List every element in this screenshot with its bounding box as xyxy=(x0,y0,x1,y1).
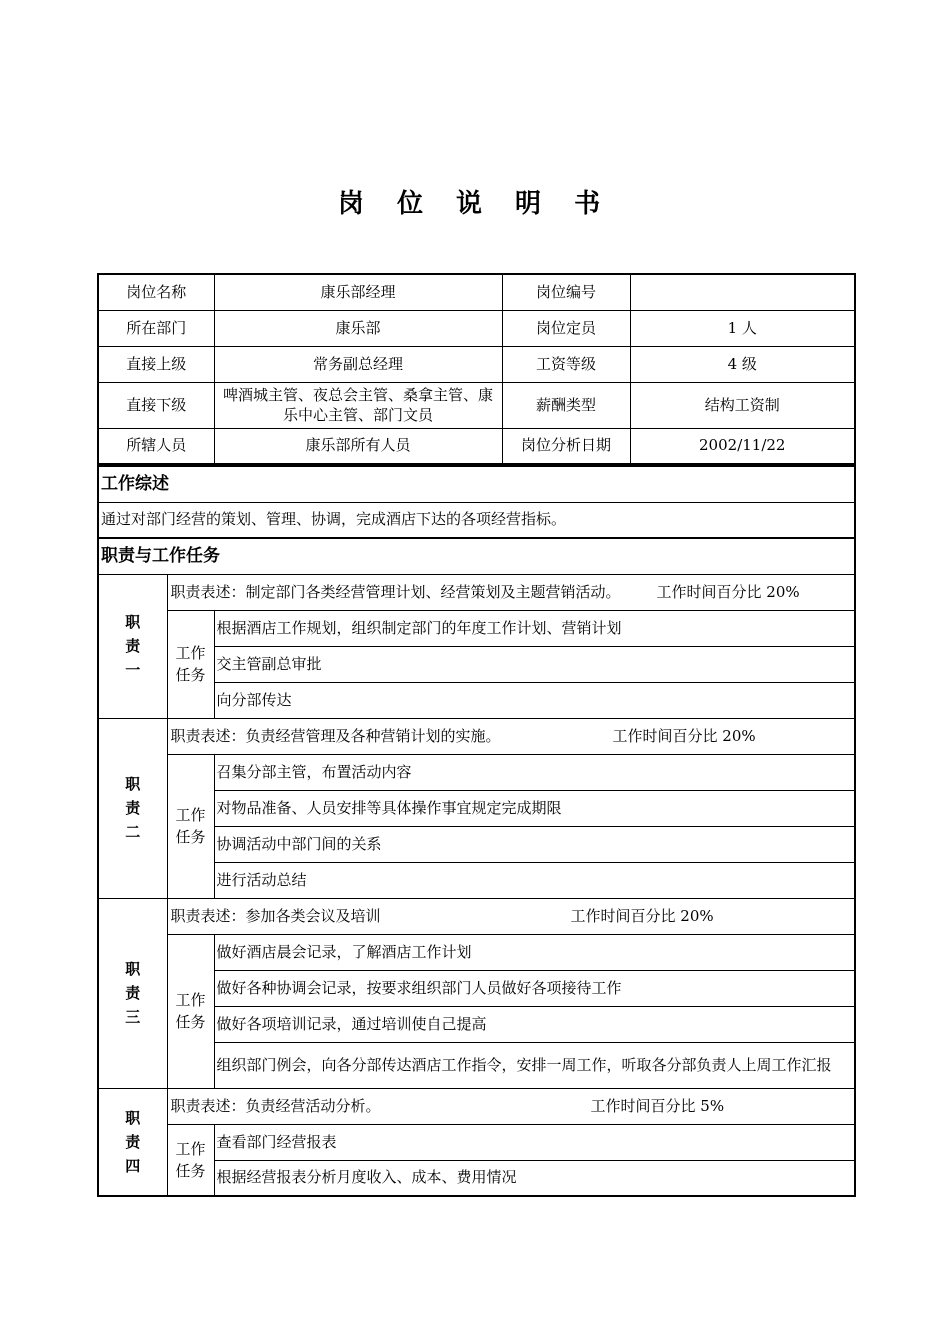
task-item: 根据经营报表分析月度收入、成本、费用情况 xyxy=(214,1160,855,1196)
duty-label-char: 责 xyxy=(125,799,141,817)
duties-table xyxy=(97,465,856,1197)
task-item: 对物品准备、人员安排等具体操作事宜规定完成期限 xyxy=(214,790,855,826)
task-item: 做好酒店晨会记录，了解酒店工作计划 xyxy=(214,934,855,970)
duty-time-percentage: 工作时间百分比 5% xyxy=(590,1096,725,1115)
task-label-line: 工作 xyxy=(175,644,206,662)
duty-label-char: 职 xyxy=(125,613,141,631)
duty-label xyxy=(98,1088,167,1196)
position-info-table xyxy=(97,273,856,465)
info-label: 岗位定员 xyxy=(502,310,630,346)
duty-description-text: 职责表述：负责经营管理及各种营销计划的实施。 xyxy=(170,726,501,745)
info-label: 岗位名称 xyxy=(98,274,214,310)
info-label: 直接下级 xyxy=(98,382,214,428)
info-value xyxy=(630,274,855,310)
duty-label-char: 职 xyxy=(125,960,141,978)
duty-description xyxy=(167,574,855,610)
info-label: 所在部门 xyxy=(98,310,214,346)
info-value: 康乐部 xyxy=(214,310,502,346)
info-label: 岗位分析日期 xyxy=(502,428,630,464)
duty-label-char: 三 xyxy=(125,1008,141,1026)
info-value: 常务副总经理 xyxy=(214,346,502,382)
task-row xyxy=(98,1124,855,1160)
task-item: 向分部传达 xyxy=(214,682,855,718)
task-item: 做好各项培训记录，通过培训使自己提高 xyxy=(214,1006,855,1042)
task-item: 交主管副总审批 xyxy=(214,646,855,682)
duty-label xyxy=(98,574,167,718)
info-row xyxy=(98,310,855,346)
info-value: 啤酒城主管、夜总会主管、桑拿主管、康乐中心主管、部门文员 xyxy=(214,382,502,428)
duty-time-percentage: 工作时间百分比 20% xyxy=(570,906,714,925)
task-label xyxy=(167,610,214,718)
info-label: 岗位编号 xyxy=(502,274,630,310)
duty-label-char: 四 xyxy=(125,1156,141,1175)
duty-description xyxy=(167,898,855,934)
duty-description-text: 职责表述：制定部门各类经营管理计划、经营策划及主题营销活动。 xyxy=(170,582,621,601)
task-item: 协调活动中部门间的关系 xyxy=(214,826,855,862)
duty-label-char: 责 xyxy=(125,984,141,1002)
duty-label xyxy=(98,718,167,898)
info-value: 2002/11/22 xyxy=(630,428,855,464)
task-label xyxy=(167,934,214,1088)
duty-label-char: 一 xyxy=(125,661,141,679)
task-item: 组织部门例会，向各分部传达酒店工作指令，安排一周工作，听取各分部负责人上周工作汇报 xyxy=(214,1042,855,1088)
duty-label-char: 责 xyxy=(125,637,141,655)
task-item: 做好各种协调会记录，按要求组织部门人员做好各项接待工作 xyxy=(214,970,855,1006)
duty-time-percentage: 工作时间百分比 20% xyxy=(612,726,756,745)
task-label xyxy=(167,1124,214,1196)
info-row xyxy=(98,346,855,382)
task-item: 召集分部主管，布置活动内容 xyxy=(214,754,855,790)
info-label: 直接上级 xyxy=(98,346,214,382)
summary-text: 通过对部门经营的策划、管理、协调，完成酒店下达的各项经营指标。 xyxy=(98,502,855,538)
task-row xyxy=(98,610,855,646)
task-label-line: 任务 xyxy=(175,1013,206,1031)
duties-heading: 职责与工作任务 xyxy=(98,538,855,574)
task-item: 查看部门经营报表 xyxy=(214,1124,855,1160)
info-value: 1 人 xyxy=(630,310,855,346)
task-label-line: 工作 xyxy=(175,806,206,824)
info-row xyxy=(98,428,855,464)
task-label-line: 工作 xyxy=(175,991,206,1009)
task-label-line: 任务 xyxy=(175,828,206,846)
duty-label-char: 职 xyxy=(125,1108,141,1127)
info-row xyxy=(98,274,855,310)
task-item: 根据酒店工作规划，组织制定部门的年度工作计划、营销计划 xyxy=(214,610,855,646)
duty-description-row xyxy=(98,574,855,610)
info-label: 所辖人员 xyxy=(98,428,214,464)
task-label-line: 任务 xyxy=(175,1161,206,1180)
duty-description xyxy=(167,1088,855,1124)
duty-label-char: 责 xyxy=(125,1132,141,1151)
duty-label xyxy=(98,898,167,1088)
task-row xyxy=(98,754,855,790)
task-item: 进行活动总结 xyxy=(214,862,855,898)
summary-heading: 工作综述 xyxy=(98,466,855,502)
task-label xyxy=(167,754,214,898)
task-row xyxy=(98,934,855,970)
duty-description-text: 职责表述：负责经营活动分析。 xyxy=(170,1096,381,1115)
info-label: 工资等级 xyxy=(502,346,630,382)
duties-heading-row xyxy=(98,538,855,574)
summary-row xyxy=(98,502,855,538)
document-title: 岗 位 说 明 书 xyxy=(337,189,613,219)
info-row xyxy=(98,382,855,428)
duty-label-char: 二 xyxy=(125,823,141,841)
task-label-line: 任务 xyxy=(175,666,206,684)
duty-description-row xyxy=(98,1088,855,1124)
info-value: 康乐部经理 xyxy=(214,274,502,310)
duty-time-percentage: 工作时间百分比 20% xyxy=(656,582,800,601)
duty-description-row xyxy=(98,718,855,754)
task-label-line: 工作 xyxy=(175,1139,206,1158)
duty-description-row xyxy=(98,898,855,934)
duty-label-char: 职 xyxy=(125,775,141,793)
info-value: 结构工资制 xyxy=(630,382,855,428)
info-value: 4 级 xyxy=(630,346,855,382)
info-label: 薪酬类型 xyxy=(502,382,630,428)
info-value: 康乐部所有人员 xyxy=(214,428,502,464)
duty-description-text: 职责表述：参加各类会议及培训 xyxy=(170,906,381,925)
summary-heading-row xyxy=(98,466,855,502)
duty-description xyxy=(167,718,855,754)
